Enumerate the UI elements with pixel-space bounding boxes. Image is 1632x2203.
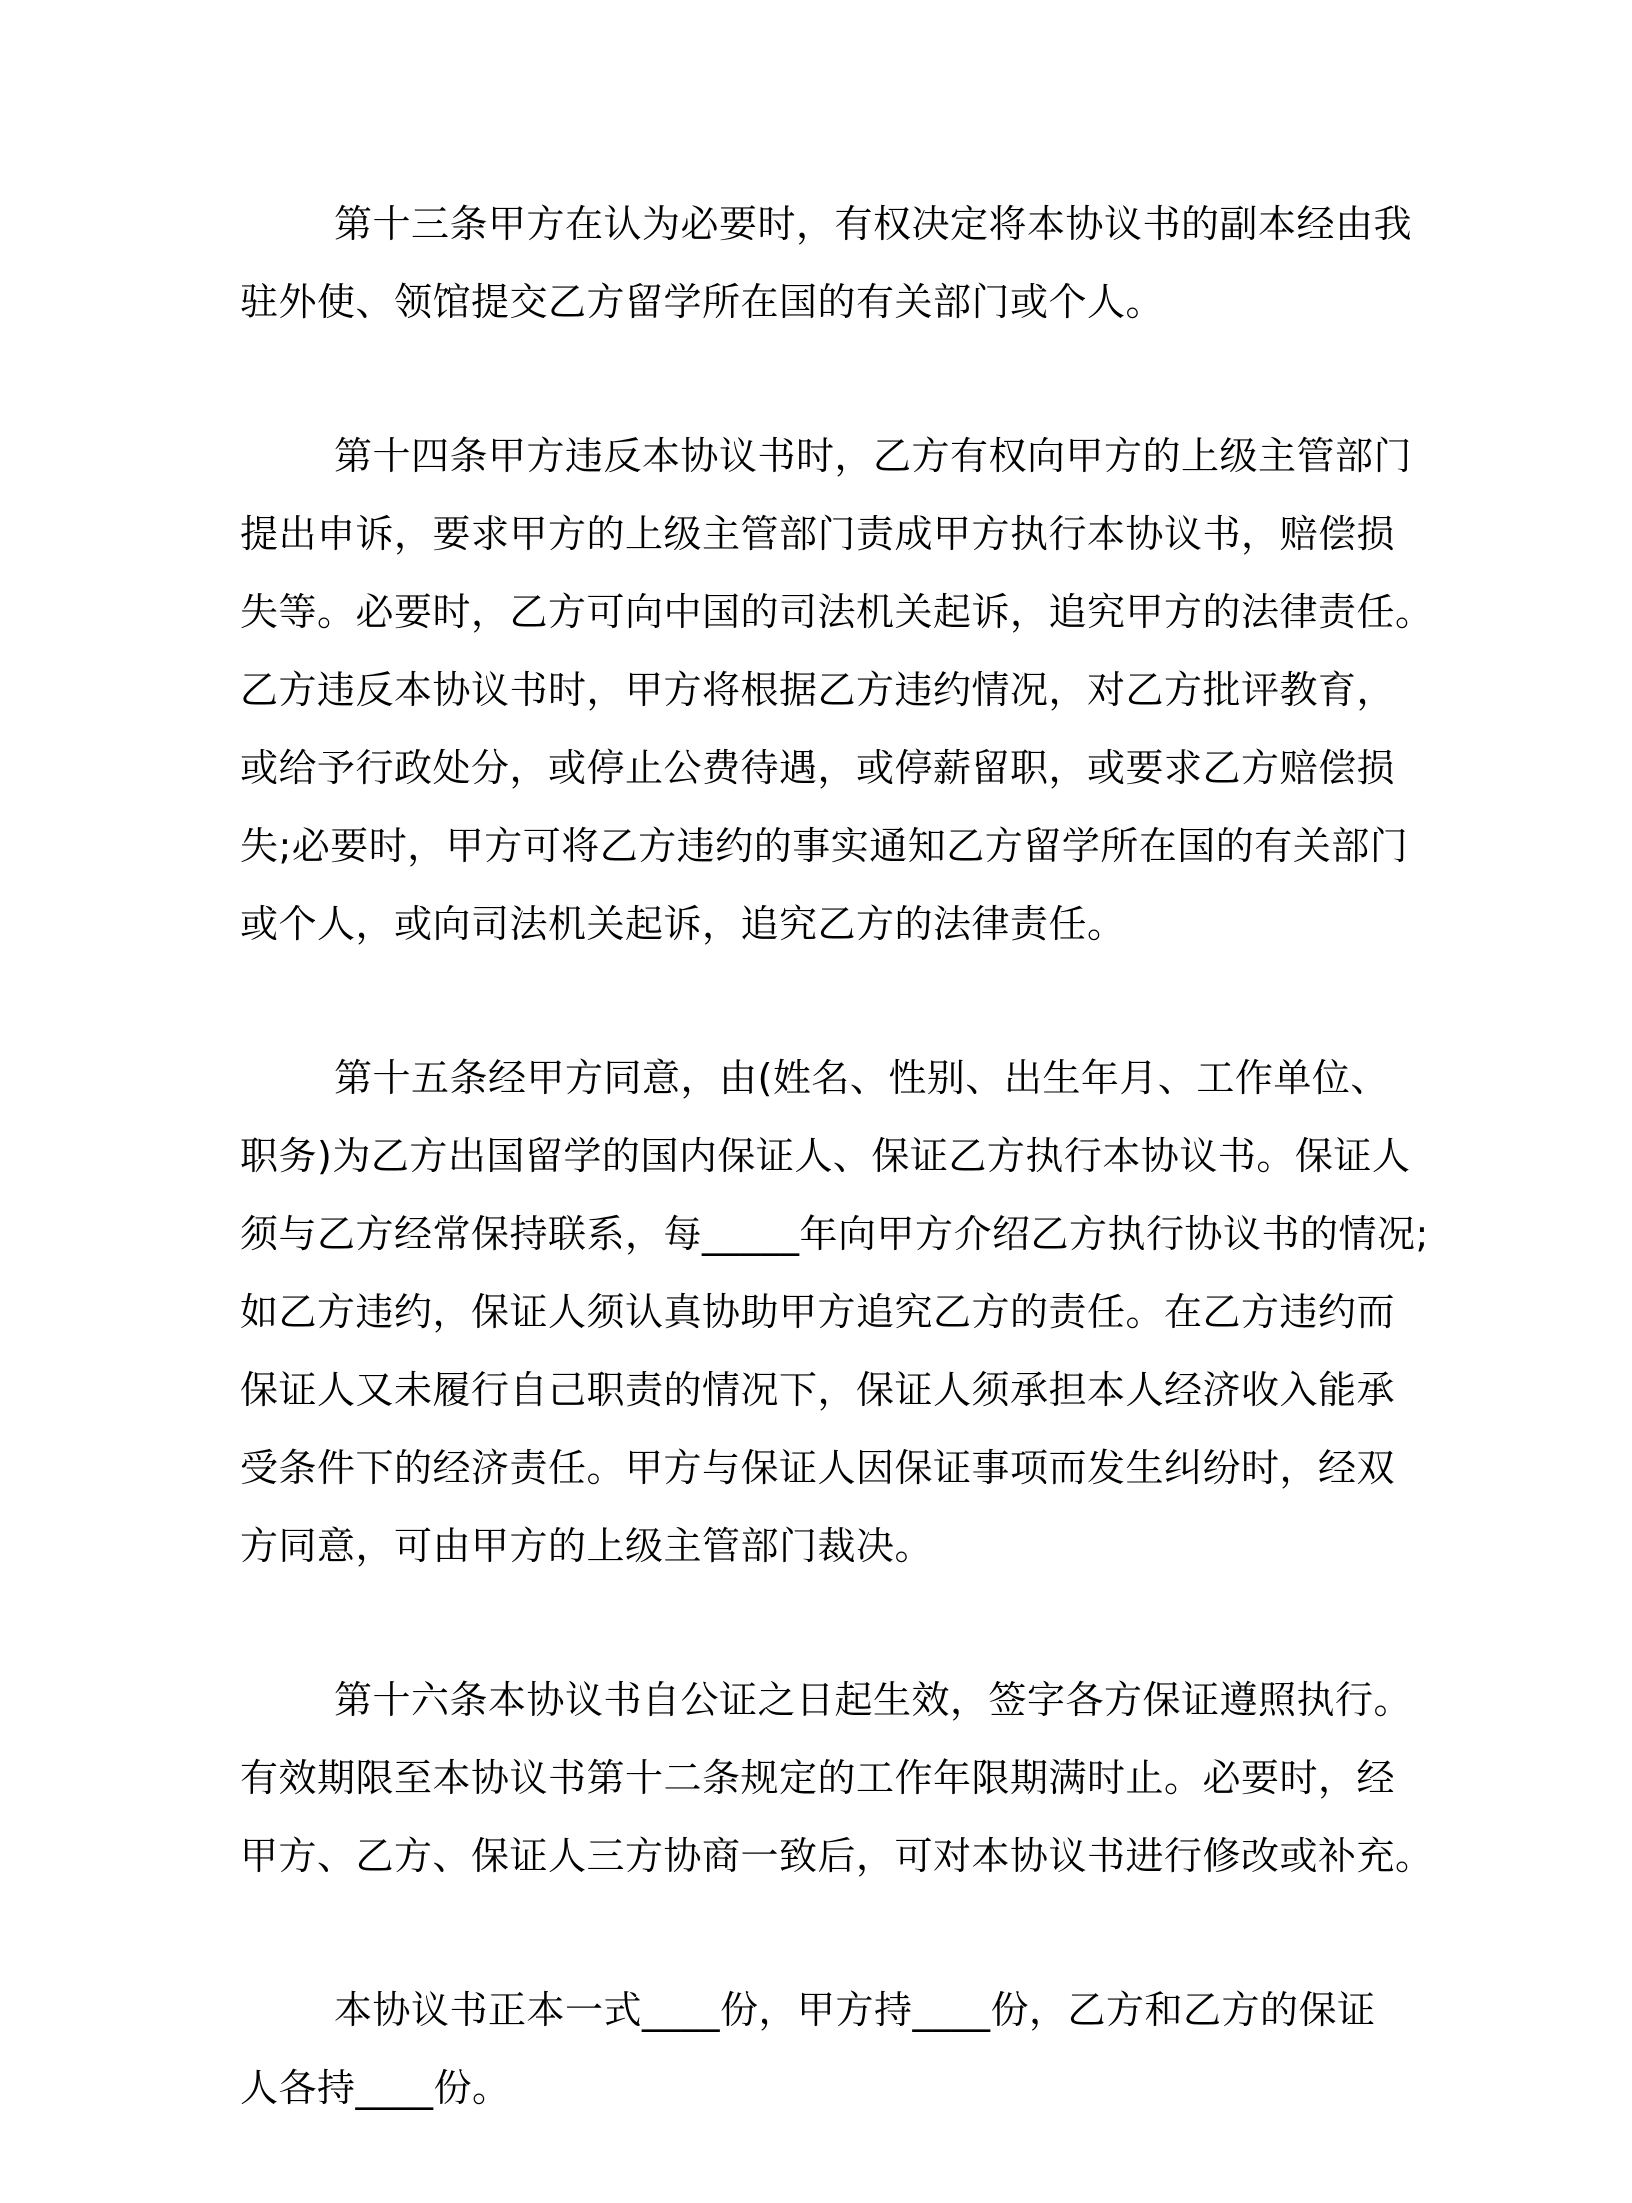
paragraph-line: 本协议书正本一式____份，甲方持____份，乙方和乙方的保证 xyxy=(334,1988,1376,2032)
document-page xyxy=(240,185,1434,2203)
paragraph-line: 有效期限至本协议书第十二条规定的工作年限期满时止。必要时，经 xyxy=(240,1756,1396,1800)
paragraph-line: 失等。必要时，乙方可向中国的司法机关起诉，追究甲方的法律责任。 xyxy=(240,590,1434,634)
paragraph-line: 第十五条经甲方同意，由(姓名、性别、出生年月、工作单位、 xyxy=(334,1056,1389,1100)
paragraph-line: 或给予行政处分，或停止公费待遇，或停薪留职，或要求乙方赔偿损 xyxy=(240,746,1396,790)
paragraph-line: 方同意，可由甲方的上级主管部门裁决。 xyxy=(240,1524,934,1568)
paragraph-line: 第十四条甲方违反本协议书时，乙方有权向甲方的上级主管部门 xyxy=(334,434,1413,478)
paragraph-line: 甲方、乙方、保证人三方协商一致后，可对本协议书进行修改或补充。 xyxy=(240,1834,1434,1878)
paragraph-line: 须与乙方经常保持联系，每_____年向甲方介绍乙方执行协议书的情况; xyxy=(240,1212,1429,1256)
article-13-paragraph xyxy=(240,185,1413,341)
paragraph-line: 提出申诉，要求甲方的上级主管部门责成甲方执行本协议书，赔偿损 xyxy=(240,512,1396,556)
paragraph-line: 或个人，或向司法机关起诉，追究乙方的法律责任。 xyxy=(240,902,1126,946)
paragraph-line: 人各持____份。 xyxy=(240,2066,511,2110)
paragraph-line: 保证人又未履行自己职责的情况下，保证人须承担本人经济收入能承 xyxy=(240,1368,1396,1412)
article-16-paragraph xyxy=(240,1661,1434,1895)
paragraph-line: 失;必要时，甲方可将乙方违约的事实通知乙方留学所在国的有关部门 xyxy=(240,824,1409,868)
paragraph-line: 如乙方违约，保证人须认真协助甲方追究乙方的责任。在乙方违约而 xyxy=(240,1290,1396,1334)
paragraph-line: 受条件下的经济责任。甲方与保证人因保证事项而发生纠纷时，经双 xyxy=(240,1446,1396,1490)
copies-paragraph xyxy=(240,1971,1410,2127)
article-15-paragraph xyxy=(240,1039,1429,1585)
paragraph-line: 乙方违反本协议书时，甲方将根据乙方违约情况，对乙方批评教育， xyxy=(240,668,1396,712)
paragraph-line: 第十三条甲方在认为必要时，有权决定将本协议书的副本经由我 xyxy=(334,202,1413,246)
paragraph-line: 驻外使、领馆提交乙方留学所在国的有关部门或个人。 xyxy=(240,280,1165,324)
paragraph-line: 第十六条本协议书自公证之日起生效，签字各方保证遵照执行。 xyxy=(334,1678,1413,1722)
article-14-paragraph xyxy=(240,417,1434,963)
paragraph-line: 职务)为乙方出国留学的国内保证人、保证乙方执行本协议书。保证人 xyxy=(240,1134,1411,1178)
